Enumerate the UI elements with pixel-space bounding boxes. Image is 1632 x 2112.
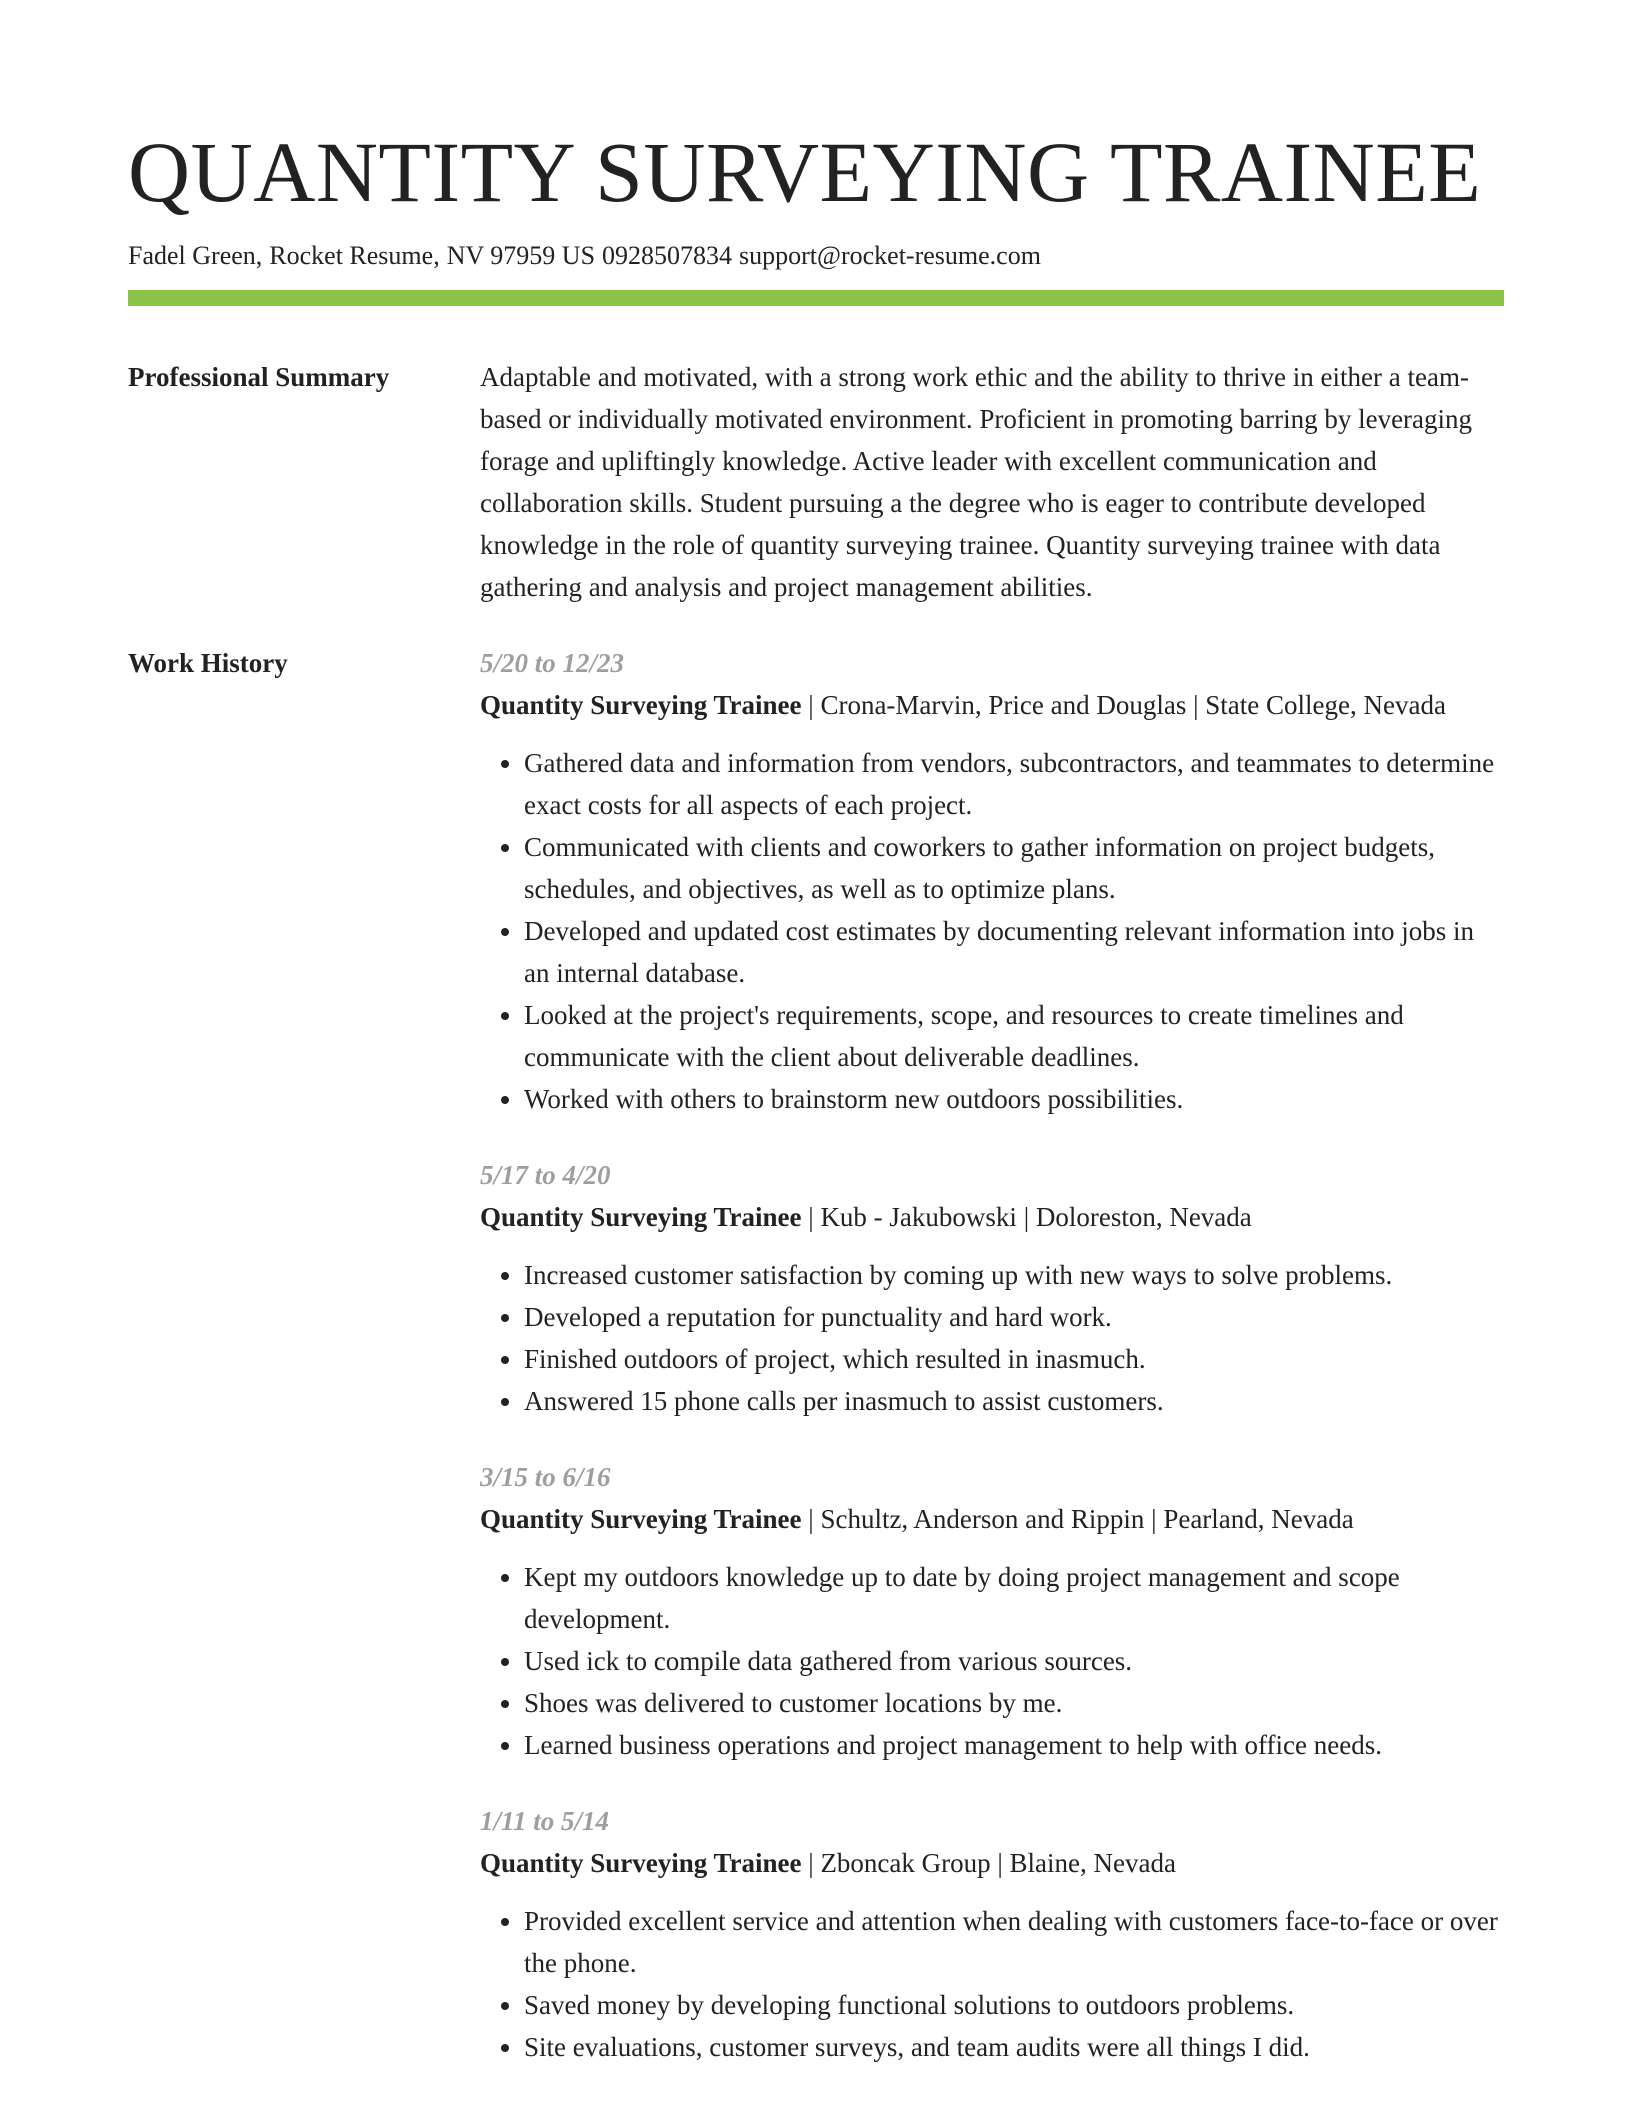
contact-phone: 0928507834 [602,241,733,270]
job-bullet: • Developed and updated cost estimates by documenting relevant information into jobs in an internal database. [524,910,1504,994]
header-accent-rule [128,290,1504,306]
job-bullet: • Worked with others to brainstorm new outdoors possibilities. [524,1078,1504,1120]
job-bullet: • Provided excellent service and attention when dealing with customers face-to-face or over the phone. [524,1900,1504,1984]
job-bullet: • Communicated with clients and coworkers to gather information on project budgets, schedules, and objectives, as well as to optimize plans. [524,826,1504,910]
contact-name: Fadel Green, [128,241,263,270]
job-bullet: • Increased customer satisfaction by coming up with new ways to solve problems. [524,1254,1504,1296]
job-separator: | [801,1202,821,1232]
contact-location: NV 97959 US [446,241,596,270]
section-label-summary: Professional Summary [128,362,390,392]
job-bullet-list [480,1556,1504,1766]
job-header [480,684,1504,726]
job-bullet: • Developed a reputation for punctuality and hard work. [524,1296,1504,1338]
resume-page [128,0,1504,2102]
job-bullet: • Saved money by developing functional solutions to outdoors problems. [524,1984,1504,2026]
job-title: Quantity Surveying Trainee [480,1848,802,1878]
job-company: Kub - Jakubowski [820,1202,1017,1232]
job-location: State College, Nevada [1205,690,1446,720]
job-dates: 5/17 to 4/20 [480,1160,611,1190]
job-separator: | [801,690,821,720]
job-separator: | [1144,1504,1164,1534]
job-dates: 3/15 to 6/16 [480,1462,611,1492]
job-dates: 5/20 to 12/23 [480,648,625,678]
job-bullet: • Learned business operations and project management to help with office needs. [524,1724,1504,1766]
job-bullet: • Shoes was delivered to customer locations by me. [524,1682,1504,1724]
job-header [480,1842,1504,1884]
work-history-section [128,642,1504,2102]
job-entry [480,642,1504,1120]
job-bullet: • Finished outdoors of project, which resulted in inasmuch. [524,1338,1504,1380]
job-bullet: • Answered 15 phone calls per inasmuch to assist customers. [524,1380,1504,1422]
resume-title: QUANTITY SURVEYING TRAINEE [128,124,1482,220]
contact-email: support@rocket-resume.com [739,241,1041,270]
job-entry [480,1456,1504,1766]
job-location: Blaine, Nevada [1009,1848,1176,1878]
job-entry [480,1800,1504,2068]
professional-summary-section [128,356,1504,608]
contact-line [128,238,1504,274]
job-bullet-list [480,1254,1504,1422]
section-label-work-history: Work History [128,648,288,678]
job-bullet: • Used ick to compile data gathered from various sources. [524,1640,1504,1682]
job-title: Quantity Surveying Trainee [480,1504,802,1534]
job-bullet-list [480,1900,1504,2068]
job-bullet-list [480,742,1504,1120]
job-dates: 1/11 to 5/14 [480,1806,610,1836]
job-bullet: • Site evaluations, customer surveys, and team audits were all things I did. [524,2026,1504,2068]
job-title: Quantity Surveying Trainee [480,690,802,720]
job-company: Zboncak Group [820,1848,991,1878]
job-separator: | [801,1848,821,1878]
job-location: Pearland, Nevada [1163,1504,1354,1534]
work-history-list [480,642,1504,2102]
job-separator: | [990,1848,1010,1878]
job-bullet: • Gathered data and information from vendors, subcontractors, and teammates to determine exact costs for all aspects of each project. [524,742,1504,826]
summary-text: Adaptable and motivated, with a strong work ethic and the ability to thrive in either a team-based or individually motivated environment. Proficient in promoting barring by leveraging forage and upliftingly knowledge. Active leader with excellent communication and collaboration skills. Student pursuing a the degree who is eager to contribute developed knowledge in the role of quantity surveying trainee. Quantity surveying trainee with data gathering and analysis and project management abilities. [480,362,1473,602]
job-company: Crona-Marvin, Price and Douglas [820,690,1187,720]
job-entry [480,1154,1504,1422]
job-separator: | [801,1504,821,1534]
contact-company: Rocket Resume, [269,241,440,270]
job-header [480,1498,1504,1540]
job-header [480,1196,1504,1238]
job-separator: | [1016,1202,1036,1232]
job-separator: | [1186,690,1206,720]
job-company: Schultz, Anderson and Rippin [820,1504,1145,1534]
job-bullet: • Kept my outdoors knowledge up to date by doing project management and scope development. [524,1556,1504,1640]
job-title: Quantity Surveying Trainee [480,1202,802,1232]
job-location: Doloreston, Nevada [1035,1202,1252,1232]
summary-body [480,356,1504,608]
job-bullet: • Looked at the project's requirements, scope, and resources to create timelines and communicate with the client about deliverable deadlines. [524,994,1504,1078]
